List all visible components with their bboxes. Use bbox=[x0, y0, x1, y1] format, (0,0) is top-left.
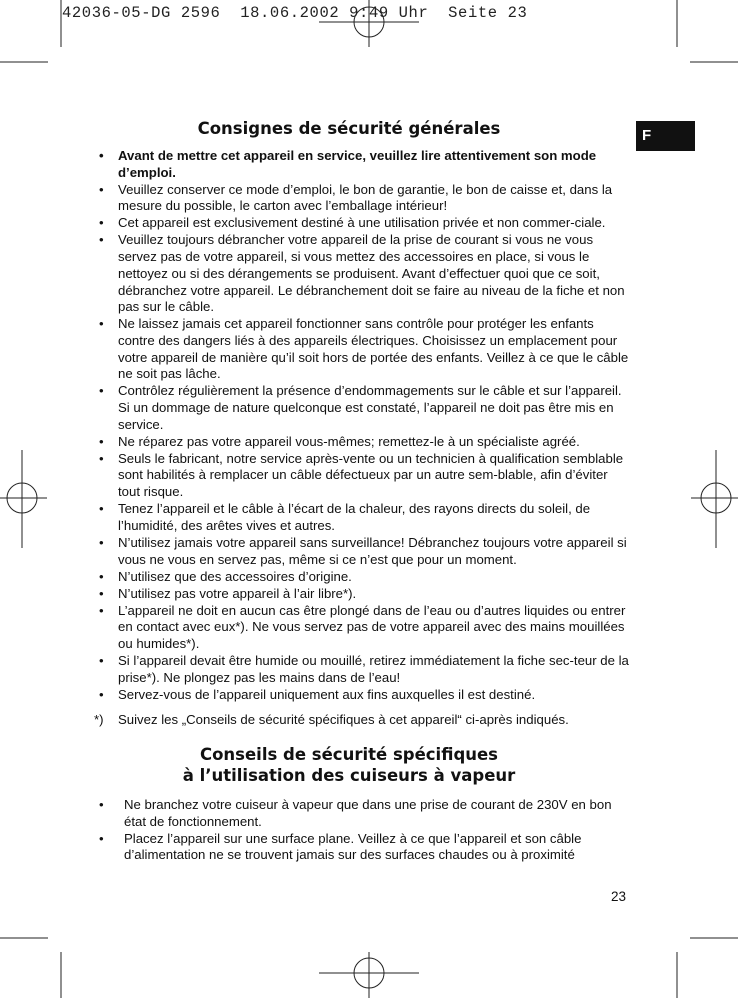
footnote-mark: *) bbox=[94, 712, 104, 728]
registration-mark-left bbox=[0, 450, 47, 548]
list-item: • Ne branchez votre cuiseur à vapeur que dans une prise de courant de 230V en bon état de fonctionnement. bbox=[94, 797, 630, 830]
list-item: • N’utilisez que des accessoires d’origine. bbox=[94, 569, 630, 586]
list-item: • N’utilisez pas votre appareil à l’air libre*). bbox=[94, 586, 630, 603]
list-item: • Veuillez toujours débrancher votre appareil de la prise de courant si vous ne vous servez pas de votre appareil, si vous mettez des accessoires en place, si vous le nettoyez ou si des dérangements se produisent. Avant d’effectuer quoi que ce soit, débranchez votre appareil. Le débranchement doit se faire au niveau de la fiche et non pas sur le câble. bbox=[94, 232, 630, 316]
general-safety-list bbox=[94, 148, 630, 703]
page-number: 23 bbox=[611, 889, 627, 904]
list-item: • Tenez l’appareil et le câble à l’écart de la chaleur, des rayons directs du soleil, de l’humidité, des arêtes vives et autres. bbox=[94, 501, 630, 534]
list-item: • Contrôlez régulièrement la présence d’endommagements sur le câble et sur l’appareil. Si un dommage de nature quelconque est constaté, l’appareil ne doit pas être mis en service. bbox=[94, 383, 630, 433]
section-title-general-safety: Consignes de sécurité générales bbox=[197, 119, 501, 138]
registration-mark-bottom bbox=[319, 952, 419, 998]
list-item: • Ne laissez jamais cet appareil fonctionner sans contrôle pour protéger les enfants contre des dangers liés à des appareils électriques. Choisissez un emplacement pour votre appareil de manière qu’il soit hors de portée des enfants. Veillez à ce que le câble ne soit pas lâche. bbox=[94, 316, 630, 383]
registration-mark-right bbox=[691, 450, 738, 548]
list-item: • L’appareil ne doit en aucun cas être plongé dans de l’eau ou d’autres liquides ou entrer en contact avec eux*). Ne vous servez pas de votre appareil avec des mains mouillées ou humides*). bbox=[94, 603, 630, 653]
list-item: • Veuillez conserver ce mode d’emploi, le bon de garantie, le bon de caisse et, dans la mesure du possible, le carton avec l’emballage intérieur! bbox=[94, 182, 630, 215]
list-item: • Seuls le fabricant, notre service après-vente ou un technicien à qualification semblable sont habilités à remplacer un câble défectueux par un autre sem-blable, afin d’éviter tout risque. bbox=[94, 451, 630, 501]
language-tab: F bbox=[636, 121, 695, 151]
section-title-line-1: Conseils de sécurité spécifiques bbox=[199, 745, 499, 765]
list-item: • Ne réparez pas votre appareil vous-mêmes; remettez-le à un spécialiste agréé. bbox=[94, 434, 630, 451]
footnote-text: Suivez les „Conseils de sécurité spécifiques à cet appareil“ ci-après indiqués. bbox=[118, 712, 569, 728]
steamer-safety-list bbox=[94, 797, 630, 864]
print-header: 42036-05-DG 2596 18.06.2002 9:49 Uhr Seite 23 bbox=[62, 4, 528, 22]
list-item: • Servez-vous de l’appareil uniquement aux fins auxquelles il est destiné. bbox=[94, 687, 630, 704]
section-title-steamer-safety bbox=[94, 744, 630, 786]
page-content bbox=[94, 118, 630, 864]
list-item: • Placez l’appareil sur une surface plane. Veillez à ce que l’appareil et son câble d’alimentation ne se trouvent jamais sur des surfaces chaudes ou à proximité bbox=[94, 831, 630, 864]
list-item: • Avant de mettre cet appareil en service, veuillez lire attentivement son mode d’emploi. bbox=[94, 148, 630, 181]
footnote bbox=[94, 712, 630, 729]
list-item: • N’utilisez jamais votre appareil sans surveillance! Débranchez toujours votre appareil si vous ne vous en servez pas, même si ce n’est que pour un moment. bbox=[94, 535, 630, 568]
section-title-line-2: à l’utilisation des cuiseurs à vapeur bbox=[182, 766, 516, 786]
list-item: • Cet appareil est exclusivement destiné à une utilisation privée et non commer-ciale. bbox=[94, 215, 630, 232]
list-item: • Si l’appareil devait être humide ou mouillé, retirez immédiatement la fiche sec-teur de la prise*). Ne plongez pas les mains dans de l’eau! bbox=[94, 653, 630, 686]
